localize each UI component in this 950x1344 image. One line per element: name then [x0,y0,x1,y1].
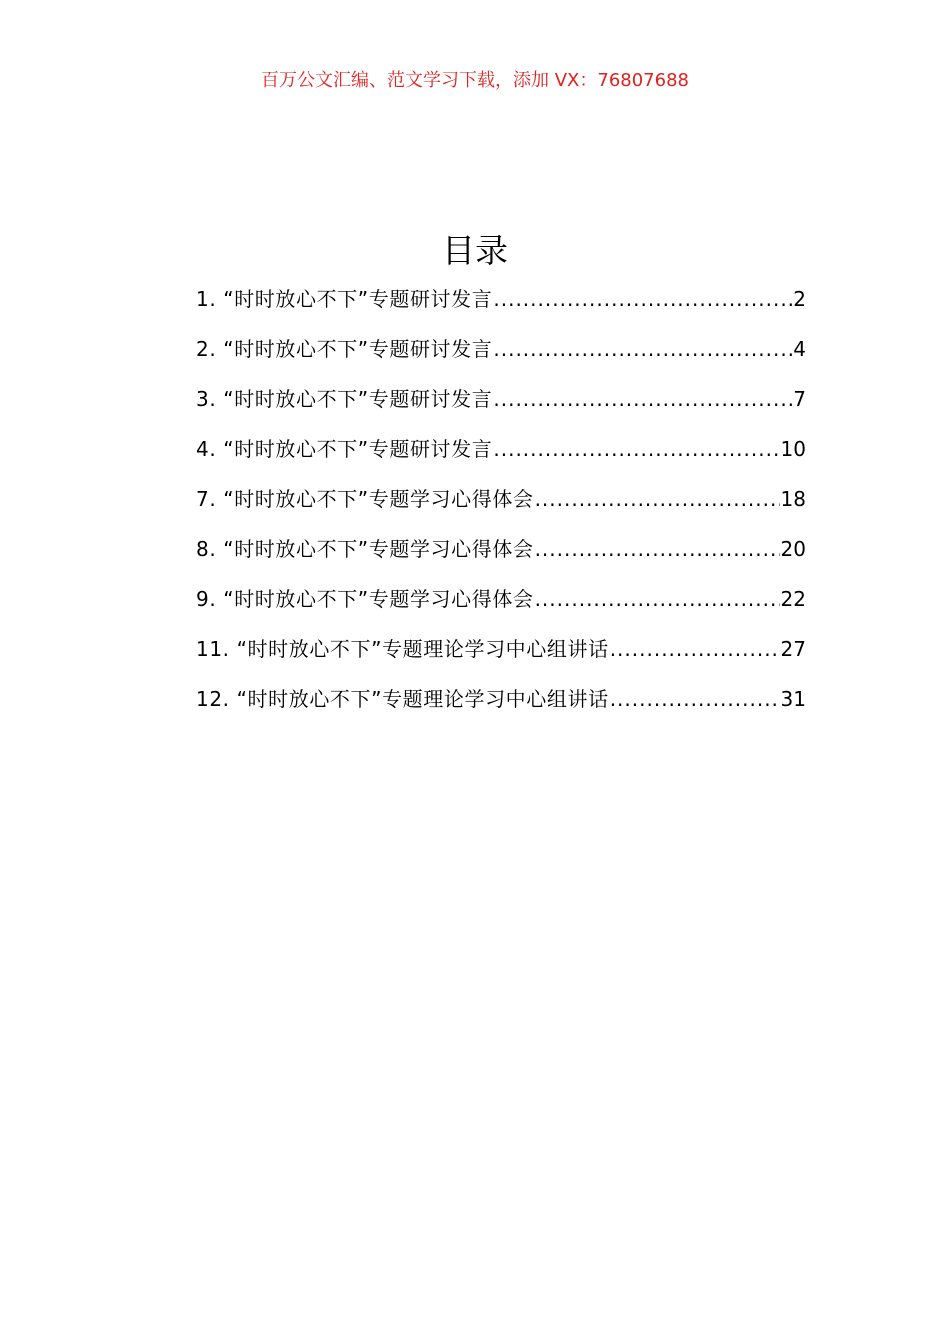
toc-dot-leader [535,484,780,514]
toc-entry[interactable] [196,534,806,584]
toc-dot-leader [610,684,780,714]
toc-entry-page: 7 [793,387,806,411]
toc-entry[interactable] [196,584,806,634]
toc-entry-label: 11. “时时放心不下”专题理论学习中心组讲话 [196,637,609,661]
toc-entry-label: 2. “时时放心不下”专题研讨发言 [196,337,493,361]
toc-entry-page: 20 [780,537,806,561]
toc-entry-label: 4. “时时放心不下”专题研讨发言 [196,437,493,461]
toc-entry-page: 31 [780,687,806,711]
toc-dot-leader [493,384,792,414]
toc-entry[interactable] [196,484,806,534]
toc-entry[interactable] [196,684,806,734]
toc-entry-page: 4 [793,337,806,361]
toc-list [196,284,806,734]
toc-entry-label: 3. “时时放心不下”专题研讨发言 [196,387,493,411]
toc-entry-page: 18 [780,487,806,511]
toc-dot-leader [493,284,792,314]
toc-entry-label: 7. “时时放心不下”专题学习心得体会 [196,487,534,511]
toc-dot-leader [535,534,780,564]
toc-entry-page: 2 [793,287,806,311]
toc-entry-label: 12. “时时放心不下”专题理论学习中心组讲话 [196,687,609,711]
toc-entry-label: 1. “时时放心不下”专题研讨发言 [196,287,493,311]
toc-entry-label: 8. “时时放心不下”专题学习心得体会 [196,537,534,561]
toc-entry-page: 22 [780,587,806,611]
toc-entry[interactable] [196,334,806,384]
toc-entry[interactable] [196,284,806,334]
toc-entry[interactable] [196,384,806,434]
toc-dot-leader [535,584,780,614]
toc-entry-label: 9. “时时放心不下”专题学习心得体会 [196,587,534,611]
toc-entry-page: 10 [780,437,806,461]
toc-entry[interactable] [196,434,806,484]
toc-dot-leader [493,434,779,464]
toc-dot-leader [610,634,780,664]
toc-dot-leader [493,334,792,364]
toc-entry[interactable] [196,634,806,684]
toc-title: 目录 [442,231,508,270]
toc-entry-page: 27 [780,637,806,661]
header-watermark-note: 百万公文汇编、范文学习下载，添加 VX：76807688 [261,70,689,91]
